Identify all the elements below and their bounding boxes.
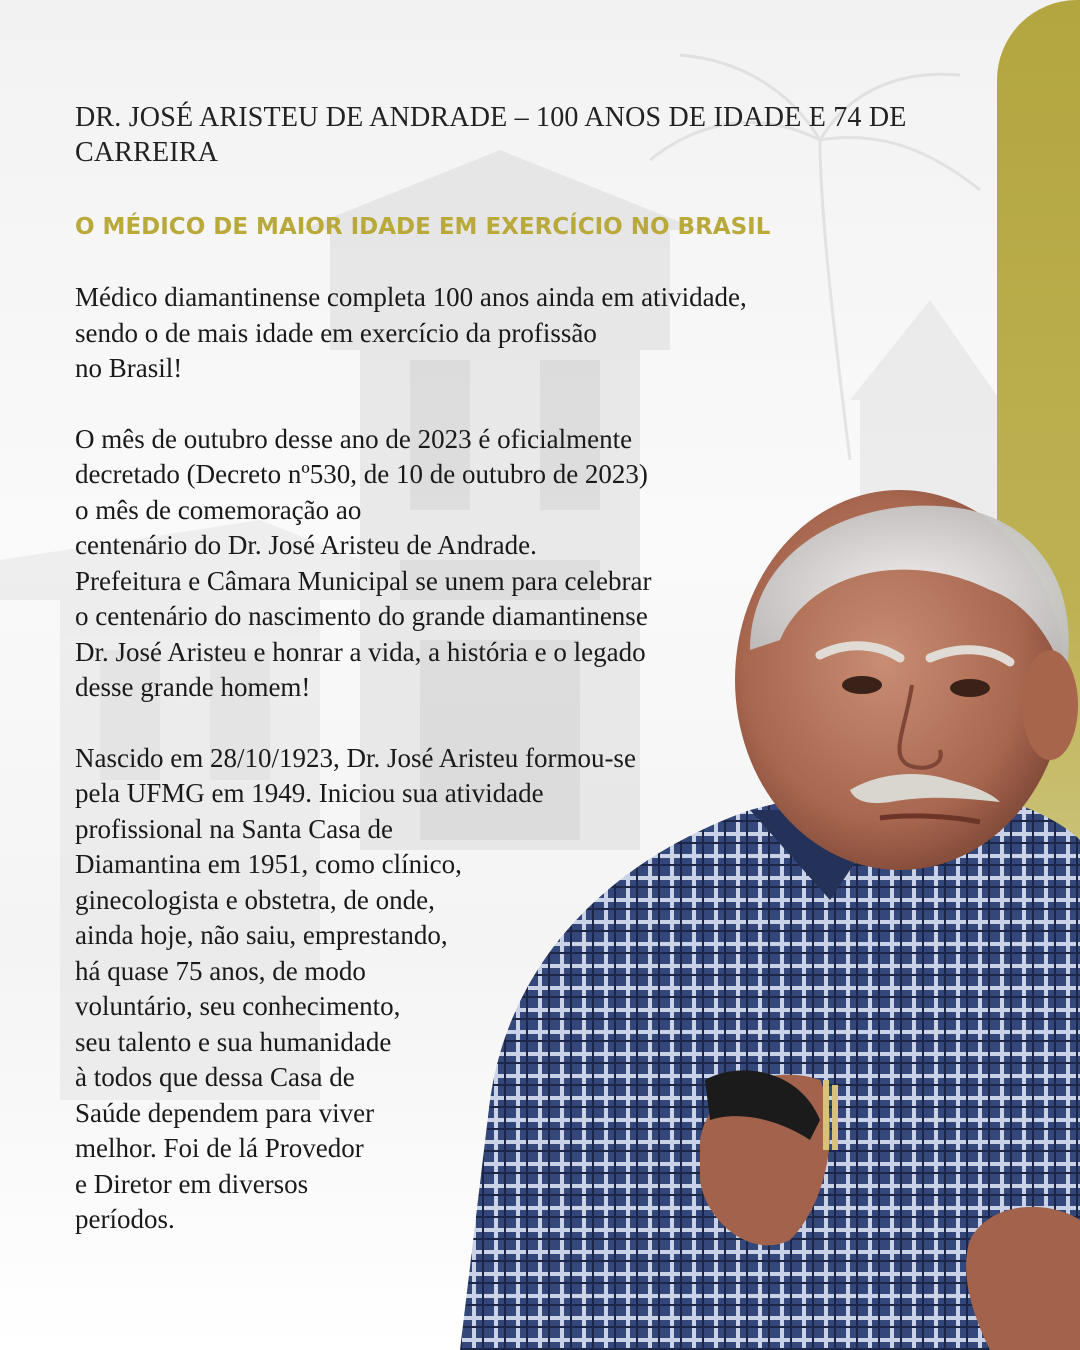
paragraph-line: ginecologista e obstetra, de onde, (75, 884, 435, 915)
paragraph-line: o centenário do nascimento do grande diamantinense (75, 601, 648, 631)
headline: DR. JOSÉ ARISTEU DE ANDRADE – 100 ANOS DE IDADE E 74 DE CARREIRA (75, 102, 907, 168)
paragraph-line: ainda hoje, não saiu, emprestando, (75, 920, 448, 950)
paragraph-line: Médico diamantinense completa 100 anos ainda em atividade, (75, 282, 747, 312)
paragraph-line: há quase 75 anos, de modo (75, 955, 366, 986)
paragraph-line: melhor. Foi de lá Provedor (75, 1133, 364, 1163)
paragraph-line: Saúde dependem para viver (75, 1097, 375, 1128)
paragraph-line: Nascido em 28/10/1923, Dr. José Aristeu formou-se (75, 742, 636, 773)
paragraph-line: profissional na Santa Casa de (75, 813, 393, 844)
paragraph-line: desse grande homem! (75, 672, 311, 702)
paragraph-line: à todos que dessa Casa de (75, 1062, 355, 1092)
paragraph-line: voluntário, seu conhecimento, (75, 991, 401, 1021)
paragraph-line: o mês de comemoração ao (75, 494, 362, 525)
paragraph-line: Dr. José Aristeu e honrar a vida, a história e o legado (75, 636, 646, 667)
text-content (75, 100, 935, 1238)
paragraph-decree (75, 422, 935, 706)
paragraph-line: períodos. (75, 1204, 175, 1234)
paragraph-line: Diamantina em 1951, como clínico, (75, 849, 462, 879)
paragraph-line: O mês de outubro desse ano de 2023 é oficialmente (75, 423, 633, 454)
paragraph-line: pela UFMG em 1949. Iniciou sua atividade (75, 778, 544, 808)
paragraph-line: sendo o de mais idade em exercício da profissão (75, 317, 597, 348)
paragraph-biography (75, 741, 935, 1238)
paragraph-line: centenário do Dr. José Aristeu de Andrade. (75, 530, 537, 560)
paragraph-line: no Brasil! (75, 353, 183, 383)
paragraph-line: decretado (Decreto nº530, de 10 de outubro de 2023) (75, 459, 648, 489)
paragraph-intro (75, 280, 935, 387)
paragraph-line: Prefeitura e Câmara Municipal se unem para celebrar (75, 565, 652, 596)
paragraph-line: seu talento e sua humanidade (75, 1026, 392, 1057)
paragraph-line: e Diretor em diversos (75, 1168, 309, 1199)
subheadline: O MÉDICO DE MAIOR IDADE EM EXERCÍCIO NO BRASIL (75, 214, 771, 240)
